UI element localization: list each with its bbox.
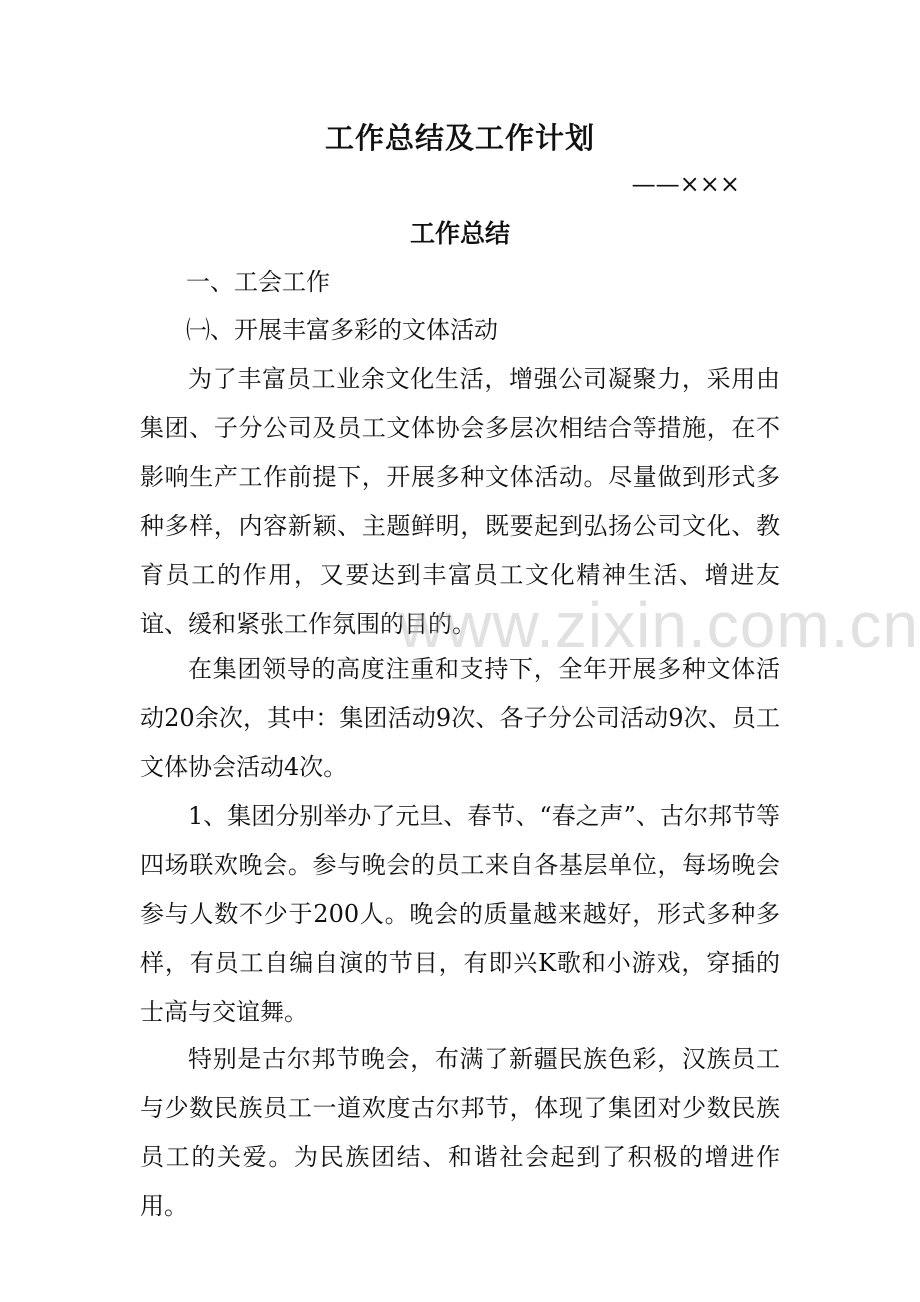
author-line: ——××× (631, 170, 740, 198)
document-title: 工作总结及工作计划 (324, 121, 595, 155)
heading-cultural-activities: ㈠、开展丰富多彩的文体活动 (186, 316, 498, 344)
paragraph-4: 特别是古尔邦节晚会，布满了新疆民族色彩，汉族员工与少数民族员工一道欢度古尔邦节，体现了集团对少数民族员工的关爱。为民族团结、和谐社会起到了积极的增进作用。 (140, 1045, 780, 1220)
heading-union-work: 一、工会工作 (186, 268, 330, 296)
paragraph-3: 1、集团分别举办了元旦、春节、“春之声”、古尔邦节等四场联欢晚会。参与晚会的员工来自各基层单位，每场晚会参与人数不少于200人。晚会的质量越来越好，形式多种多样，有员工自编自演的节目，有即兴K歌和小游戏，穿插的士高与交谊舞。 (140, 802, 780, 1026)
watermark: www.zixin.com.cn (398, 589, 919, 661)
section-title: 工作总结 (409, 219, 510, 248)
paragraph-1: 为了丰富员工业余文化生活，增强公司凝聚力，采用由集团、子分公司及员工文体协会多层次相结合等措施，在不影响生产工作前提下，开展多种文体活动。尽量做到形式多种多样，内容新颖、主题鲜明，既要起到弘扬公司文化、教育员工的作用，又要达到丰富员工文化精神生活、增进友谊、缓和紧张工作氛围的目的。 (140, 365, 780, 638)
paragraph-2: 在集团领导的高度注重和支持下，全年开展多种文体活动20余次，其中：集团活动9次、各子分公司活动9次、员工文体协会活动4次。 (140, 655, 780, 781)
